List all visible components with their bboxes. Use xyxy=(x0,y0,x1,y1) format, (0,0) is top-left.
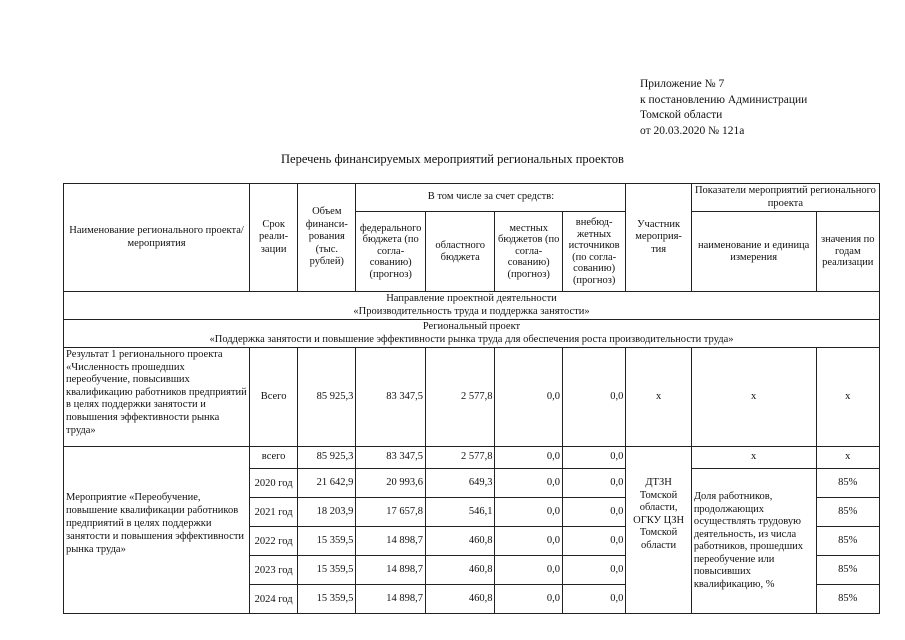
event-total-federal: 83 347,5 xyxy=(356,447,426,469)
appendix-line-1: Приложение № 7 xyxy=(640,78,725,90)
result-indicator-name: x xyxy=(691,348,816,447)
header-federal: федерального бюджета (по согла-сованию) (прогноз) xyxy=(356,212,426,292)
financing-table xyxy=(63,183,880,614)
header-regional: областного бюджета xyxy=(425,212,495,292)
year-volume: 15 359,5 xyxy=(298,585,356,614)
event-total-indicator-name: x xyxy=(691,447,816,469)
appendix-line-4: от 20.03.2020 № 121а xyxy=(640,124,745,137)
year-offbudget: 0,0 xyxy=(562,498,625,527)
year-local: 0,0 xyxy=(495,498,562,527)
year-indicator-value: 85% xyxy=(816,469,879,498)
year-regional: 460,8 xyxy=(425,556,495,585)
direction-line-2: «Производительность труда и поддержка занятости» xyxy=(353,305,590,317)
year-regional: 546,1 xyxy=(425,498,495,527)
year-indicator-value: 85% xyxy=(816,498,879,527)
header-volume: Объем финанси-рования (тыс. рублей) xyxy=(298,184,356,292)
year-regional: 460,8 xyxy=(425,527,495,556)
event-total-volume: 85 925,3 xyxy=(298,447,356,469)
project-line-2: «Поддержка занятости и повышение эффективности рынка труда для обеспечения роста производительности труда» xyxy=(209,333,734,345)
direction-line-1: Направление проектной деятельности xyxy=(386,293,557,304)
year-volume: 15 359,5 xyxy=(298,556,356,585)
header-name: Наименование регионального проекта/мероприятия xyxy=(64,184,250,292)
year-local: 0,0 xyxy=(495,469,562,498)
year-federal: 14 898,7 xyxy=(356,585,426,614)
header-including: В том числе за счет средств: xyxy=(356,184,626,212)
year-volume: 18 203,9 xyxy=(298,498,356,527)
year-regional: 649,3 xyxy=(425,469,495,498)
header-offbudget: внебюд-жетных источников (по согла-сованию) (прогноз) xyxy=(562,212,625,292)
year-volume: 21 642,9 xyxy=(298,469,356,498)
result-row xyxy=(64,348,880,447)
result-regional: 2 577,8 xyxy=(425,348,495,447)
result-federal: 83 347,5 xyxy=(356,348,426,447)
year-label: 2023 год xyxy=(250,556,298,585)
year-federal: 14 898,7 xyxy=(356,556,426,585)
event-total-indicator-value: x xyxy=(816,447,879,469)
year-local: 0,0 xyxy=(495,585,562,614)
direction-row xyxy=(64,292,880,320)
event-total-row xyxy=(64,447,880,469)
event-total-term: всего xyxy=(250,447,298,469)
event-total-regional: 2 577,8 xyxy=(425,447,495,469)
result-volume: 85 925,3 xyxy=(298,348,356,447)
year-label: 2021 год xyxy=(250,498,298,527)
project-row xyxy=(64,320,880,348)
result-participant: x xyxy=(626,348,691,447)
result-term: Всего xyxy=(250,348,298,447)
project-line-1: Региональный проект xyxy=(422,321,521,332)
year-label: 2024 год xyxy=(250,585,298,614)
result-local: 0,0 xyxy=(495,348,562,447)
result-offbudget: 0,0 xyxy=(562,348,625,447)
year-offbudget: 0,0 xyxy=(562,585,625,614)
event-name: Мероприятие «Переобучение, повышение квалификации работников предприятий в целях поддержки занятости и повышения эффективности рынка труда» xyxy=(64,447,250,614)
event-total-local: 0,0 xyxy=(495,447,562,469)
event-total-offbudget: 0,0 xyxy=(562,447,625,469)
appendix-block xyxy=(640,77,807,139)
year-local: 0,0 xyxy=(495,556,562,585)
appendix-line-3: Томской области xyxy=(640,109,723,121)
event-participant: ДТЗН Томской области, ОГКУ ЦЗН Томской области xyxy=(626,447,691,614)
header-term: Срок реали-зации xyxy=(250,184,298,292)
appendix-line-2: к постановлению Администрации xyxy=(640,93,808,106)
header-local: местных бюджетов (по согла-сованию) (прогноз) xyxy=(495,212,562,292)
year-offbudget: 0,0 xyxy=(562,469,625,498)
header-indicator-name: наименование и единица измерения xyxy=(691,212,816,292)
result-indicator-value: x xyxy=(816,348,879,447)
year-regional: 460,8 xyxy=(425,585,495,614)
year-indicator-value: 85% xyxy=(816,585,879,614)
result-name: Результат 1 регионального проекта «Численность прошедших переобучение, повысивших квалификацию работников предприятий в целях поддержки занятости и повышения эффективности рынка труда» xyxy=(64,348,250,447)
header-participant: Участник мероприя-тия xyxy=(626,184,691,292)
year-local: 0,0 xyxy=(495,527,562,556)
year-label: 2020 год xyxy=(250,469,298,498)
event-indicator-name: Доля работников, продолжающих осуществлять трудовую деятельность, из числа работников, прошедших переобучение или повысивших квалификацию, % xyxy=(691,469,816,614)
year-volume: 15 359,5 xyxy=(298,527,356,556)
document-title: Перечень финансируемых мероприятий региональных проектов xyxy=(281,152,624,166)
year-indicator-value: 85% xyxy=(816,556,879,585)
year-federal: 20 993,6 xyxy=(356,469,426,498)
year-offbudget: 0,0 xyxy=(562,556,625,585)
year-offbudget: 0,0 xyxy=(562,527,625,556)
header-indicators: Показатели мероприятий регионального проекта xyxy=(691,184,879,212)
year-federal: 14 898,7 xyxy=(356,527,426,556)
year-label: 2022 год xyxy=(250,527,298,556)
header-indicator-values: значения по годам реализации xyxy=(816,212,879,292)
year-federal: 17 657,8 xyxy=(356,498,426,527)
year-indicator-value: 85% xyxy=(816,527,879,556)
